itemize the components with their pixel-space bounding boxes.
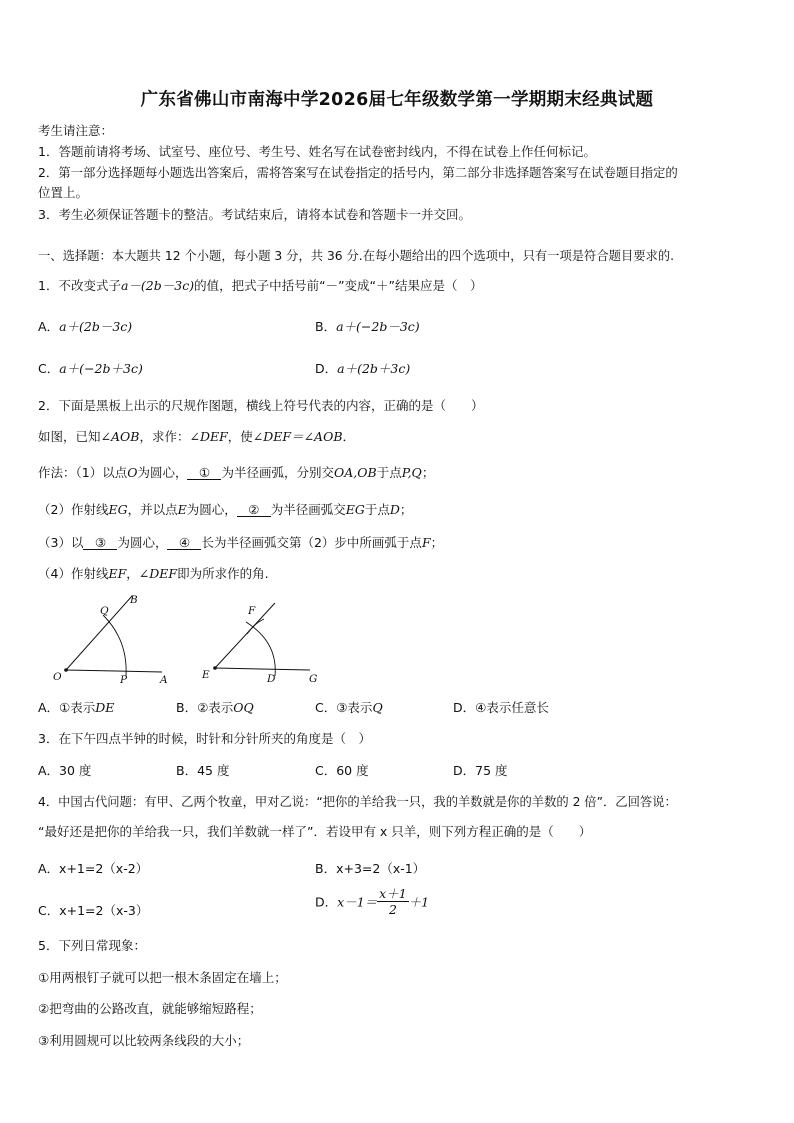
q2-step-2 bbox=[38, 500, 412, 518]
q1-stem-pre: 1．不改变式子 bbox=[38, 278, 121, 293]
label-g: G bbox=[309, 673, 318, 685]
point-f: F bbox=[421, 535, 431, 550]
blank-2: ② bbox=[237, 503, 271, 517]
notice-line-1: 1．答题前请将考场、试室号、座位号、考生号、姓名写在试卷密封线内，不得在试卷上作任何标记。 bbox=[38, 144, 596, 159]
text: 为圆心， bbox=[186, 502, 237, 517]
text: 即为所求作的角. bbox=[177, 566, 269, 581]
option-label: C．③表示 bbox=[315, 700, 373, 715]
notice-line-2-cont: 位置上。 bbox=[38, 185, 89, 200]
q4-option-d[interactable] bbox=[315, 886, 429, 917]
label-e: E bbox=[202, 669, 210, 681]
figure-angle-def bbox=[201, 603, 317, 685]
q2-step-1 bbox=[38, 463, 434, 481]
option-expr: a＋(−2b＋3c) bbox=[59, 361, 143, 376]
text: ； bbox=[430, 535, 444, 550]
q2-option-c[interactable] bbox=[315, 698, 383, 716]
ray-oa bbox=[66, 670, 162, 672]
label-f: F bbox=[248, 605, 256, 617]
q4-option-b[interactable]: B．x+3=2（x-1） bbox=[315, 861, 426, 876]
text: ，求作： bbox=[139, 429, 190, 444]
text: ； bbox=[399, 502, 413, 517]
option-expr: a＋(2b－3c) bbox=[59, 319, 133, 334]
text: 如图，已知 bbox=[38, 429, 101, 444]
label-b: B bbox=[130, 594, 138, 606]
q1-stem-post: 的值，把式子中括号前“－”变成“＋”结果应是（ ） bbox=[194, 278, 483, 293]
angle-aob: ∠AOB bbox=[100, 429, 140, 444]
q5-stem: 5．下列日常现象： bbox=[38, 938, 146, 953]
label-d: D bbox=[267, 673, 276, 685]
ray-eg: EG bbox=[345, 502, 365, 517]
text: ，并以点 bbox=[127, 502, 178, 517]
text: 于点 bbox=[364, 502, 390, 517]
point-e-dot bbox=[213, 666, 217, 670]
label-a: A bbox=[160, 674, 168, 686]
point-o-dot bbox=[64, 668, 68, 672]
blank-3: ③ bbox=[83, 536, 117, 550]
text: ， bbox=[126, 566, 139, 581]
q4-stem-line-1: 4．中国古代问题：有甲、乙两个牧童，甲对乙说：“把你的羊给我一只，我的羊数就是你的羊数的 2 倍”．乙回答说： bbox=[38, 795, 677, 809]
q2-option-b[interactable] bbox=[176, 698, 254, 716]
q2-given bbox=[38, 427, 355, 445]
notice-line-2: 2．第一部分选择题每小题选出答案后，需将答案写在试卷指定的括号内，第二部分非选择题答案写在试卷题目指定的 bbox=[38, 165, 678, 180]
text: 为半径画弧交 bbox=[270, 502, 346, 517]
blank-4: ④ bbox=[167, 536, 201, 550]
text: 为半径画弧，分别交 bbox=[221, 465, 334, 480]
text: （4）作射线 bbox=[38, 566, 109, 581]
label-p: P bbox=[120, 674, 128, 686]
points-p-q: P,Q bbox=[401, 465, 422, 480]
text: ，使 bbox=[227, 429, 253, 444]
text: （2）作射线 bbox=[38, 502, 109, 517]
angle-def: ∠DEF bbox=[189, 429, 228, 444]
q2-figures bbox=[50, 590, 340, 690]
q3-option-a[interactable]: A．30 度 bbox=[38, 763, 92, 778]
q5-item-1: ①用两根钉子就可以把一根木条固定在墙上； bbox=[38, 970, 287, 985]
q3-option-d[interactable]: D．75 度 bbox=[453, 763, 508, 778]
q3-stem: 3．在下午四点半钟的时候，时针和分针所夹的角度是（ ） bbox=[38, 731, 371, 746]
text: 为圆心， bbox=[137, 465, 188, 480]
arc-f-cross bbox=[247, 619, 264, 634]
fraction-denominator: 2 bbox=[388, 902, 397, 917]
rays-oa-ob: OA,OB bbox=[334, 465, 377, 480]
q2-option-d[interactable]: D．④表示任意长 bbox=[453, 700, 549, 715]
option-label: D． bbox=[315, 361, 338, 376]
option-expr: Q bbox=[372, 700, 383, 715]
q4-option-a[interactable]: A．x+1=2（x-2） bbox=[38, 861, 149, 876]
fraction-numerator: x＋1 bbox=[379, 886, 407, 901]
text: 于点 bbox=[376, 465, 402, 480]
q1-option-d[interactable] bbox=[315, 359, 410, 377]
label-o: O bbox=[53, 671, 62, 683]
option-label: D． bbox=[315, 894, 338, 910]
label-q: Q bbox=[100, 605, 109, 617]
q1-option-b[interactable] bbox=[315, 317, 420, 335]
q1-option-c[interactable] bbox=[38, 359, 143, 377]
q5-item-2: ②把弯曲的公路改直，就能够缩短路程； bbox=[38, 1001, 262, 1016]
notice-line-3: 3．考生必须保证答题卡的整洁。考试结束后，请将本试卷和答题卡一并交回。 bbox=[38, 207, 471, 222]
angle-def: ∠DEF bbox=[138, 566, 178, 581]
text: 作法：（1）以点 bbox=[38, 465, 128, 480]
option-expr: OQ bbox=[233, 700, 254, 715]
ray-eg-line bbox=[215, 668, 310, 670]
text: 长为半径画弧交第（2）步中所画弧于点 bbox=[201, 535, 422, 550]
option-label: A．①表示 bbox=[38, 700, 96, 715]
option-label: C． bbox=[38, 361, 60, 376]
ray-ef: EF bbox=[108, 566, 127, 581]
q4-option-c[interactable]: C．x+1=2（x-3） bbox=[38, 903, 149, 918]
angle-equation: ∠DEF＝∠AOB bbox=[252, 429, 343, 444]
section-heading: 一、选择题：本大题共 12 个小题，每小题 3 分，共 36 分.在每小题给出的四个选项中，只有一项是符合题目要求的. bbox=[38, 249, 675, 263]
q3-option-c[interactable]: C．60 度 bbox=[315, 763, 369, 778]
option-label: B．②表示 bbox=[176, 700, 234, 715]
option-expr: a＋(2b＋3c) bbox=[337, 361, 411, 376]
ray-eg: EG bbox=[108, 502, 128, 517]
text: ； bbox=[421, 465, 435, 480]
q4-stem-line-2: “最好还是把你的羊给我一只，我们羊数就一样了”．若设甲有 x 只羊，则下列方程正确的是（ ） bbox=[38, 824, 592, 839]
fraction bbox=[377, 886, 409, 917]
notice-heading: 考生请注意： bbox=[38, 123, 114, 138]
point-e: E bbox=[177, 502, 187, 517]
option-expr: a＋(−2b－3c) bbox=[336, 319, 420, 334]
equation-rhs: ＋1 bbox=[408, 894, 430, 910]
option-label: B． bbox=[315, 319, 337, 334]
text: （3）以 bbox=[38, 535, 84, 550]
q2-stem: 2．下面是黑板上出示的尺规作图题，横线上符号代表的内容，正确的是（ ） bbox=[38, 398, 484, 413]
figure-angle-aob bbox=[53, 594, 168, 686]
q2-step-4 bbox=[38, 564, 269, 582]
q1-stem bbox=[38, 276, 483, 294]
option-label: A． bbox=[38, 319, 60, 334]
point-o: O bbox=[127, 465, 138, 480]
equation-lhs: x－1＝ bbox=[337, 894, 378, 910]
q1-stem-expr: a－(2b－3c) bbox=[120, 278, 195, 293]
point-d: D bbox=[389, 502, 400, 517]
q2-step-3 bbox=[38, 533, 443, 551]
q3-option-b[interactable]: B．45 度 bbox=[176, 763, 230, 778]
q2-option-a[interactable] bbox=[38, 698, 114, 716]
text: 为圆心， bbox=[117, 535, 168, 550]
text: ． bbox=[342, 429, 356, 444]
ray-ef-line bbox=[215, 603, 275, 668]
page-title: 广东省佛山市南海中学2026届七年级数学第一学期期末经典试题 bbox=[140, 90, 654, 110]
blank-1: ① bbox=[187, 466, 221, 480]
option-expr: DE bbox=[95, 700, 115, 715]
ray-ob bbox=[66, 596, 132, 670]
q5-item-3: ③利用圆规可以比较两条线段的大小； bbox=[38, 1033, 250, 1048]
q1-option-a[interactable] bbox=[38, 317, 132, 335]
